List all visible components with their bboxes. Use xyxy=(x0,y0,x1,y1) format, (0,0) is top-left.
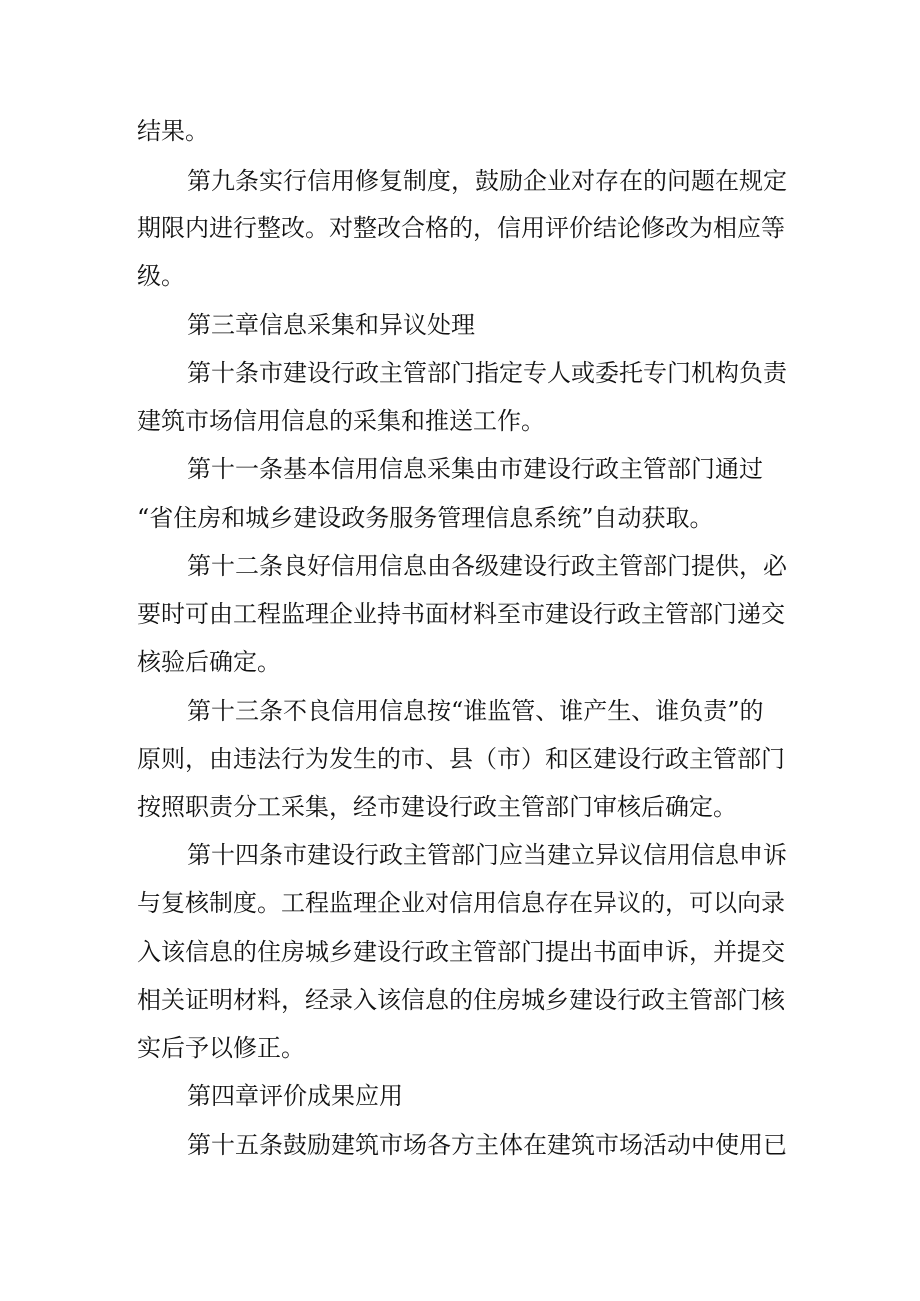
chapter-4-heading: 第四章评价成果应用 xyxy=(187,1082,403,1110)
chapter-3-heading: 第三章信息采集和异议处理 xyxy=(187,311,475,339)
text-line: 入该信息的住房城乡建设行政主管部门提出书面申诉，并提交 xyxy=(137,938,785,966)
article-15-line: 第十五条鼓励建筑市场各方主体在建筑市场活动中使用已 xyxy=(187,1131,787,1159)
text-line: 要时可由工程监理企业持书面材料至市建设行政主管部门递交 xyxy=(137,600,785,628)
article-14-line: 第十四条市建设行政主管部门应当建立异议信用信息申诉 xyxy=(187,841,787,869)
text-line: 相关证明材料，经录入该信息的住房城乡建设行政主管部门核 xyxy=(137,986,785,1014)
text-line: 核验后确定。 xyxy=(137,648,281,676)
article-10-line: 第十条市建设行政主管部门指定专人或委托专门机构负责 xyxy=(187,359,787,387)
article-12-line: 第十二条良好信用信息由各级建设行政主管部门提供，必 xyxy=(187,552,787,580)
text-line: 原则，由违法行为发生的市、县（市）和区建设行政主管部门 xyxy=(137,745,785,773)
text-line: 与复核制度。工程监理企业对信用信息存在异议的，可以向录 xyxy=(137,889,785,917)
text-line: 结果。 xyxy=(137,117,209,145)
text-line: 按照职责分工采集，经市建设行政主管部门审核后确定。 xyxy=(137,793,737,821)
text-line: 期限内进行整改。对整改合格的，信用评价结论修改为相应等 xyxy=(137,214,785,242)
text-line: 实后予以修正。 xyxy=(137,1034,305,1062)
text-line: 建筑市场信用信息的采集和推送工作。 xyxy=(137,407,545,435)
article-9-line: 第九条实行信用修复制度，鼓励企业对存在的问题在规定 xyxy=(187,167,787,195)
text-line: “省住房和城乡建设政务服务管理信息系统”自动获取。 xyxy=(137,504,714,532)
text-line: 级。 xyxy=(137,262,185,290)
article-13-line: 第十三条不良信用信息按“谁监管、谁产生、谁负责”的 xyxy=(187,697,764,725)
article-11-line: 第十一条基本信用信息采集由市建设行政主管部门通过 xyxy=(187,455,763,483)
